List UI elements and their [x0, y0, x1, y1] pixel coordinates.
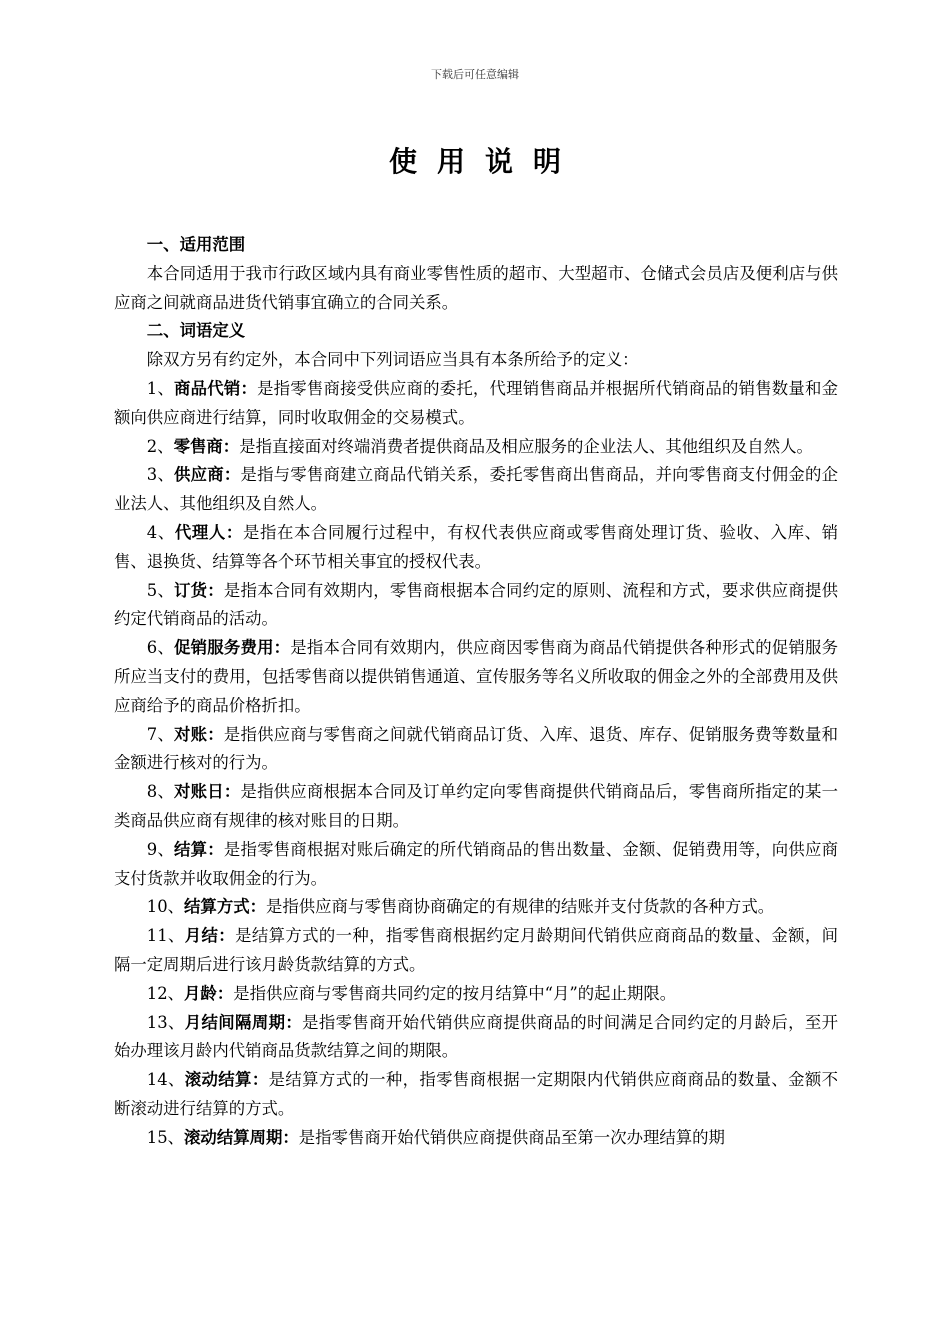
- definition-number: 14、: [146, 1070, 185, 1090]
- definition-text: 是指零售商根据对账后确定的所代销商品的售出数量、金额、促销费用等，向供应商支付货款并收取佣金的行为。: [114, 839, 838, 888]
- definition-term: 月结：: [184, 926, 236, 946]
- definition-text: 是指零售商接受供应商的委托，代理销售商品并根据所代销商品的销售数量和金额向供应商进行结算，同时收取佣金的交易模式。: [114, 378, 839, 427]
- definition-term: 供应商：: [174, 465, 241, 485]
- definition-text: 是指本合同有效期内，零售商根据本合同约定的原则、流程和方式，要求供应商提供约定代销商品的活动。: [114, 580, 838, 629]
- definition-number: 4、: [146, 522, 175, 542]
- definition-number: 11、: [146, 926, 185, 946]
- definition-text: 是指零售商开始代销供应商提供商品的时间满足合同约定的月龄后，至开始办理该月龄内代销商品货款结算之间的期限。: [114, 1012, 838, 1061]
- definition-text: 是指供应商与零售商协商确定的有规律的结账并支付货款的各种方式。: [266, 897, 775, 917]
- definition-number: 3、: [146, 465, 175, 485]
- definition-number: 10、: [146, 897, 185, 917]
- definition-term: 月龄：: [184, 983, 234, 1003]
- definition-item: [114, 721, 838, 779]
- definition-term: 订货：: [174, 580, 224, 600]
- definitions-list: [114, 375, 838, 1153]
- definition-term: 零售商：: [173, 436, 240, 456]
- definition-number: 8、: [146, 782, 175, 802]
- definition-item: [114, 634, 838, 720]
- definition-text: 是指供应商与零售商之间就代销商品订货、入库、退货、库存、促销服务费等数量和金额进行核对的行为。: [114, 724, 838, 773]
- scope-paragraph: 本合同适用于我市行政区域内具有商业零售性质的超市、大型超市、仓储式会员店及便利店与供应商之间就商品进货代销事宜确立的合同关系。: [114, 263, 838, 312]
- definition-term: 对账：: [174, 724, 224, 744]
- page-title: 使用说明: [388, 145, 581, 178]
- definition-item: [114, 1009, 838, 1067]
- definition-text: 是指零售商开始代销供应商提供商品至第一次办理结算的期: [298, 1127, 725, 1147]
- definition-text: 是指直接面对终端消费者提供商品及相应服务的企业法人、其他组织及自然人。: [239, 436, 813, 456]
- definition-item: [114, 1124, 838, 1153]
- definition-text: 是指供应商与零售商共同约定的按月结算中“月”的起止期限。: [233, 983, 677, 1003]
- definition-term: 滚动结算：: [184, 1070, 269, 1090]
- definition-text: 是指在本合同履行过程中，有权代表供应商或零售商处理订货、验收、入库、销售、退换货、结算等各个环节相关事宜的授权代表。: [114, 522, 838, 571]
- definition-term: 代理人：: [174, 522, 243, 542]
- definition-term: 对账日：: [174, 782, 241, 802]
- definition-text: 是指与零售商建立商品代销关系，委托零售商出售商品，并向零售商支付佣金的企业法人、其他组织及自然人。: [114, 465, 838, 514]
- document-body: [114, 231, 838, 1153]
- definition-term: 结算：: [174, 839, 224, 859]
- definition-text: 是结算方式的一种，指零售商根据约定月龄期间代销供应商商品的数量、金额，间隔一定周期后进行该月龄货款结算的方式。: [114, 926, 839, 974]
- definition-item: [114, 433, 838, 462]
- definition-term: 结算方式：: [184, 897, 266, 917]
- definition-item: [114, 836, 838, 894]
- definition-item: [114, 577, 838, 635]
- definition-item: [114, 461, 838, 519]
- definition-term: 月结间隔周期：: [184, 1012, 303, 1032]
- definition-item: [114, 922, 838, 980]
- definition-number: 13、: [146, 1012, 185, 1032]
- definition-number: 5、: [146, 580, 175, 600]
- definition-text: 是指供应商根据本合同及订单约定向零售商提供代销商品后，零售商所指定的某一类商品供应商有规律的核对账目的日期。: [114, 782, 838, 830]
- definition-number: 1、: [146, 378, 175, 398]
- definition-item: [114, 519, 838, 577]
- definitions-intro: 除双方另有约定外，本合同中下列词语应当具有本条所给予的定义：: [146, 350, 639, 370]
- definition-number: 12、: [146, 983, 185, 1003]
- definition-item: [114, 375, 838, 433]
- definition-item: [114, 980, 838, 1009]
- section-heading-definitions: 二、词语定义: [146, 321, 246, 341]
- definition-term: 促销服务费用：: [174, 638, 291, 658]
- definition-item: [114, 1066, 838, 1124]
- definition-number: 7、: [146, 724, 175, 744]
- definition-number: 6、: [146, 638, 175, 658]
- definition-text: 是指本合同有效期内，供应商因零售商为商品代销提供各种形式的促销服务所应当支付的费用，包括零售商以提供销售通道、宣传服务等名义所收取的佣金之外的全部费用及供应商给予的商品价格折扣。: [114, 638, 838, 715]
- definition-text: 是结算方式的一种，指零售商根据一定期限内代销供应商商品的数量、金额不断滚动进行结算的方式。: [114, 1070, 839, 1118]
- definition-term: 滚动结算周期：: [184, 1127, 299, 1147]
- header-note: 下载后可任意编辑: [431, 68, 519, 81]
- definition-number: 15、: [146, 1127, 185, 1147]
- definition-number: 2、: [146, 436, 174, 456]
- definition-item: [114, 893, 838, 922]
- definition-item: [114, 778, 838, 836]
- section-heading-scope: 一、适用范围: [146, 235, 246, 254]
- definition-term: 商品代销：: [174, 378, 258, 398]
- definition-number: 9、: [146, 839, 175, 859]
